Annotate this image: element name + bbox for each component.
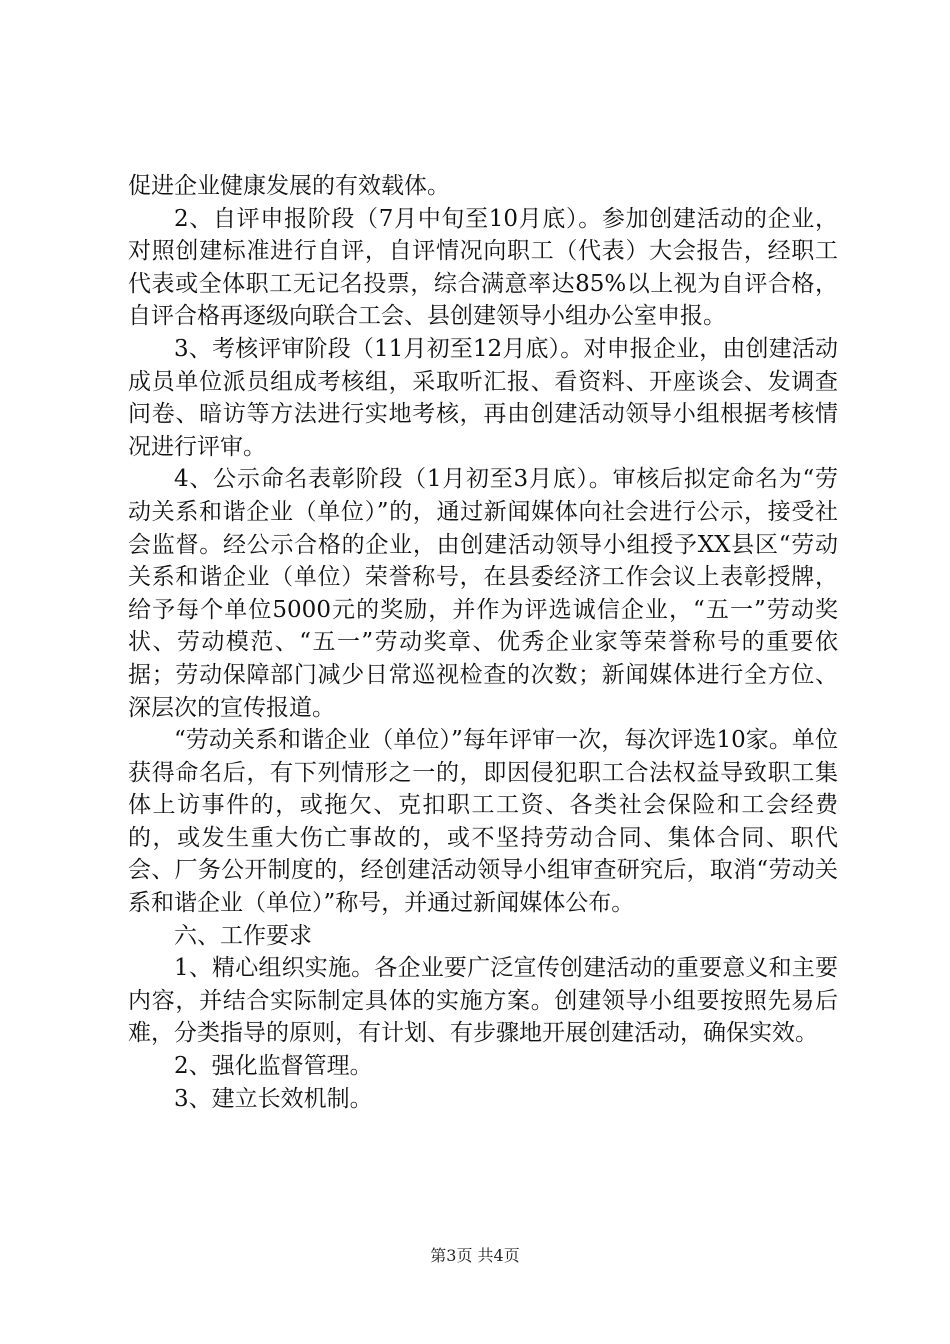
paragraph-intro-continuation: 促进企业健康发展的有效载体。 [128, 173, 450, 199]
document-body [128, 170, 838, 1115]
paragraph-organize-implementation: 1、精心组织实施。各企业要广泛宣传创建活动的重要意义和主要内容，并结合实际制定具体的实施方案。创建领导小组要按照先易后难，分类指导的原则，有计划、有步骤地开展创建活动，确保实效。 [128, 955, 838, 1047]
page-number-footer: 第3页 共4页 [430, 1246, 520, 1265]
paragraph-publicity-stage: 4、公示命名表彰阶段（1月初至3月底）。审核后拟定命名为“劳动关系和谐企业（单位）”的，通过新闻媒体向社会进行公示，接受社会监督。经公示合格的企业，由创建活动领导小组授予XX县区“劳动关系和谐企业（单位）荣誉称号，在县委经济工作会议上表彰授牌，给予每个单位5000元的奖励，并作为评选诚信企业，“五一”劳动奖状、劳动模范、“五一”劳动奖章、优秀企业家等荣誉称号的重要依据；劳动保障部门减少日常巡视检查的次数；新闻媒体进行全方位、深层次的宣传报道。 [128, 466, 838, 721]
paragraph-assessment-stage: 3、考核评审阶段（11月初至12月底）。对申报企业，由创建活动成员单位派员组成考核组，采取听汇报、看资料、开座谈会、发调查问卷、暗访等方法进行实地考核，再由创建活动领导小组根据考核情况进行评审。 [128, 335, 838, 460]
section-heading-work-requirements: 六、工作要求 [174, 922, 312, 949]
paragraph-long-term-mechanism: 3、建立长效机制。 [174, 1085, 373, 1112]
paragraph-annual-review: “劳动关系和谐企业（单位）”每年评审一次，每次评选10家。单位获得命名后，有下列情形之一的，即因侵犯职工合法权益导致职工集体上访事件的，或拖欠、克扣职工工资、各类社会保险和工会经费的，或发生重大伤亡事故的，或不坚持劳动合同、集体合同、职代会、厂务公开制度的，经创建活动领导小组审查研究后，取消“劳动关系和谐企业（单位）”称号，并通过新闻媒体公布。 [128, 727, 838, 917]
paragraph-strengthen-supervision: 2、强化监督管理。 [174, 1053, 373, 1080]
paragraph-self-evaluation-stage: 2、自评申报阶段（7月中旬至10月底）。参加创建活动的企业，对照创建标准进行自评，自评情况向职工（代表）大会报告，经职工代表或全体职工无记名投票，综合满意率达85%以上视为自评合格，自评合格再逐级向联合工会、县创建领导小组办公室申报。 [128, 205, 838, 330]
